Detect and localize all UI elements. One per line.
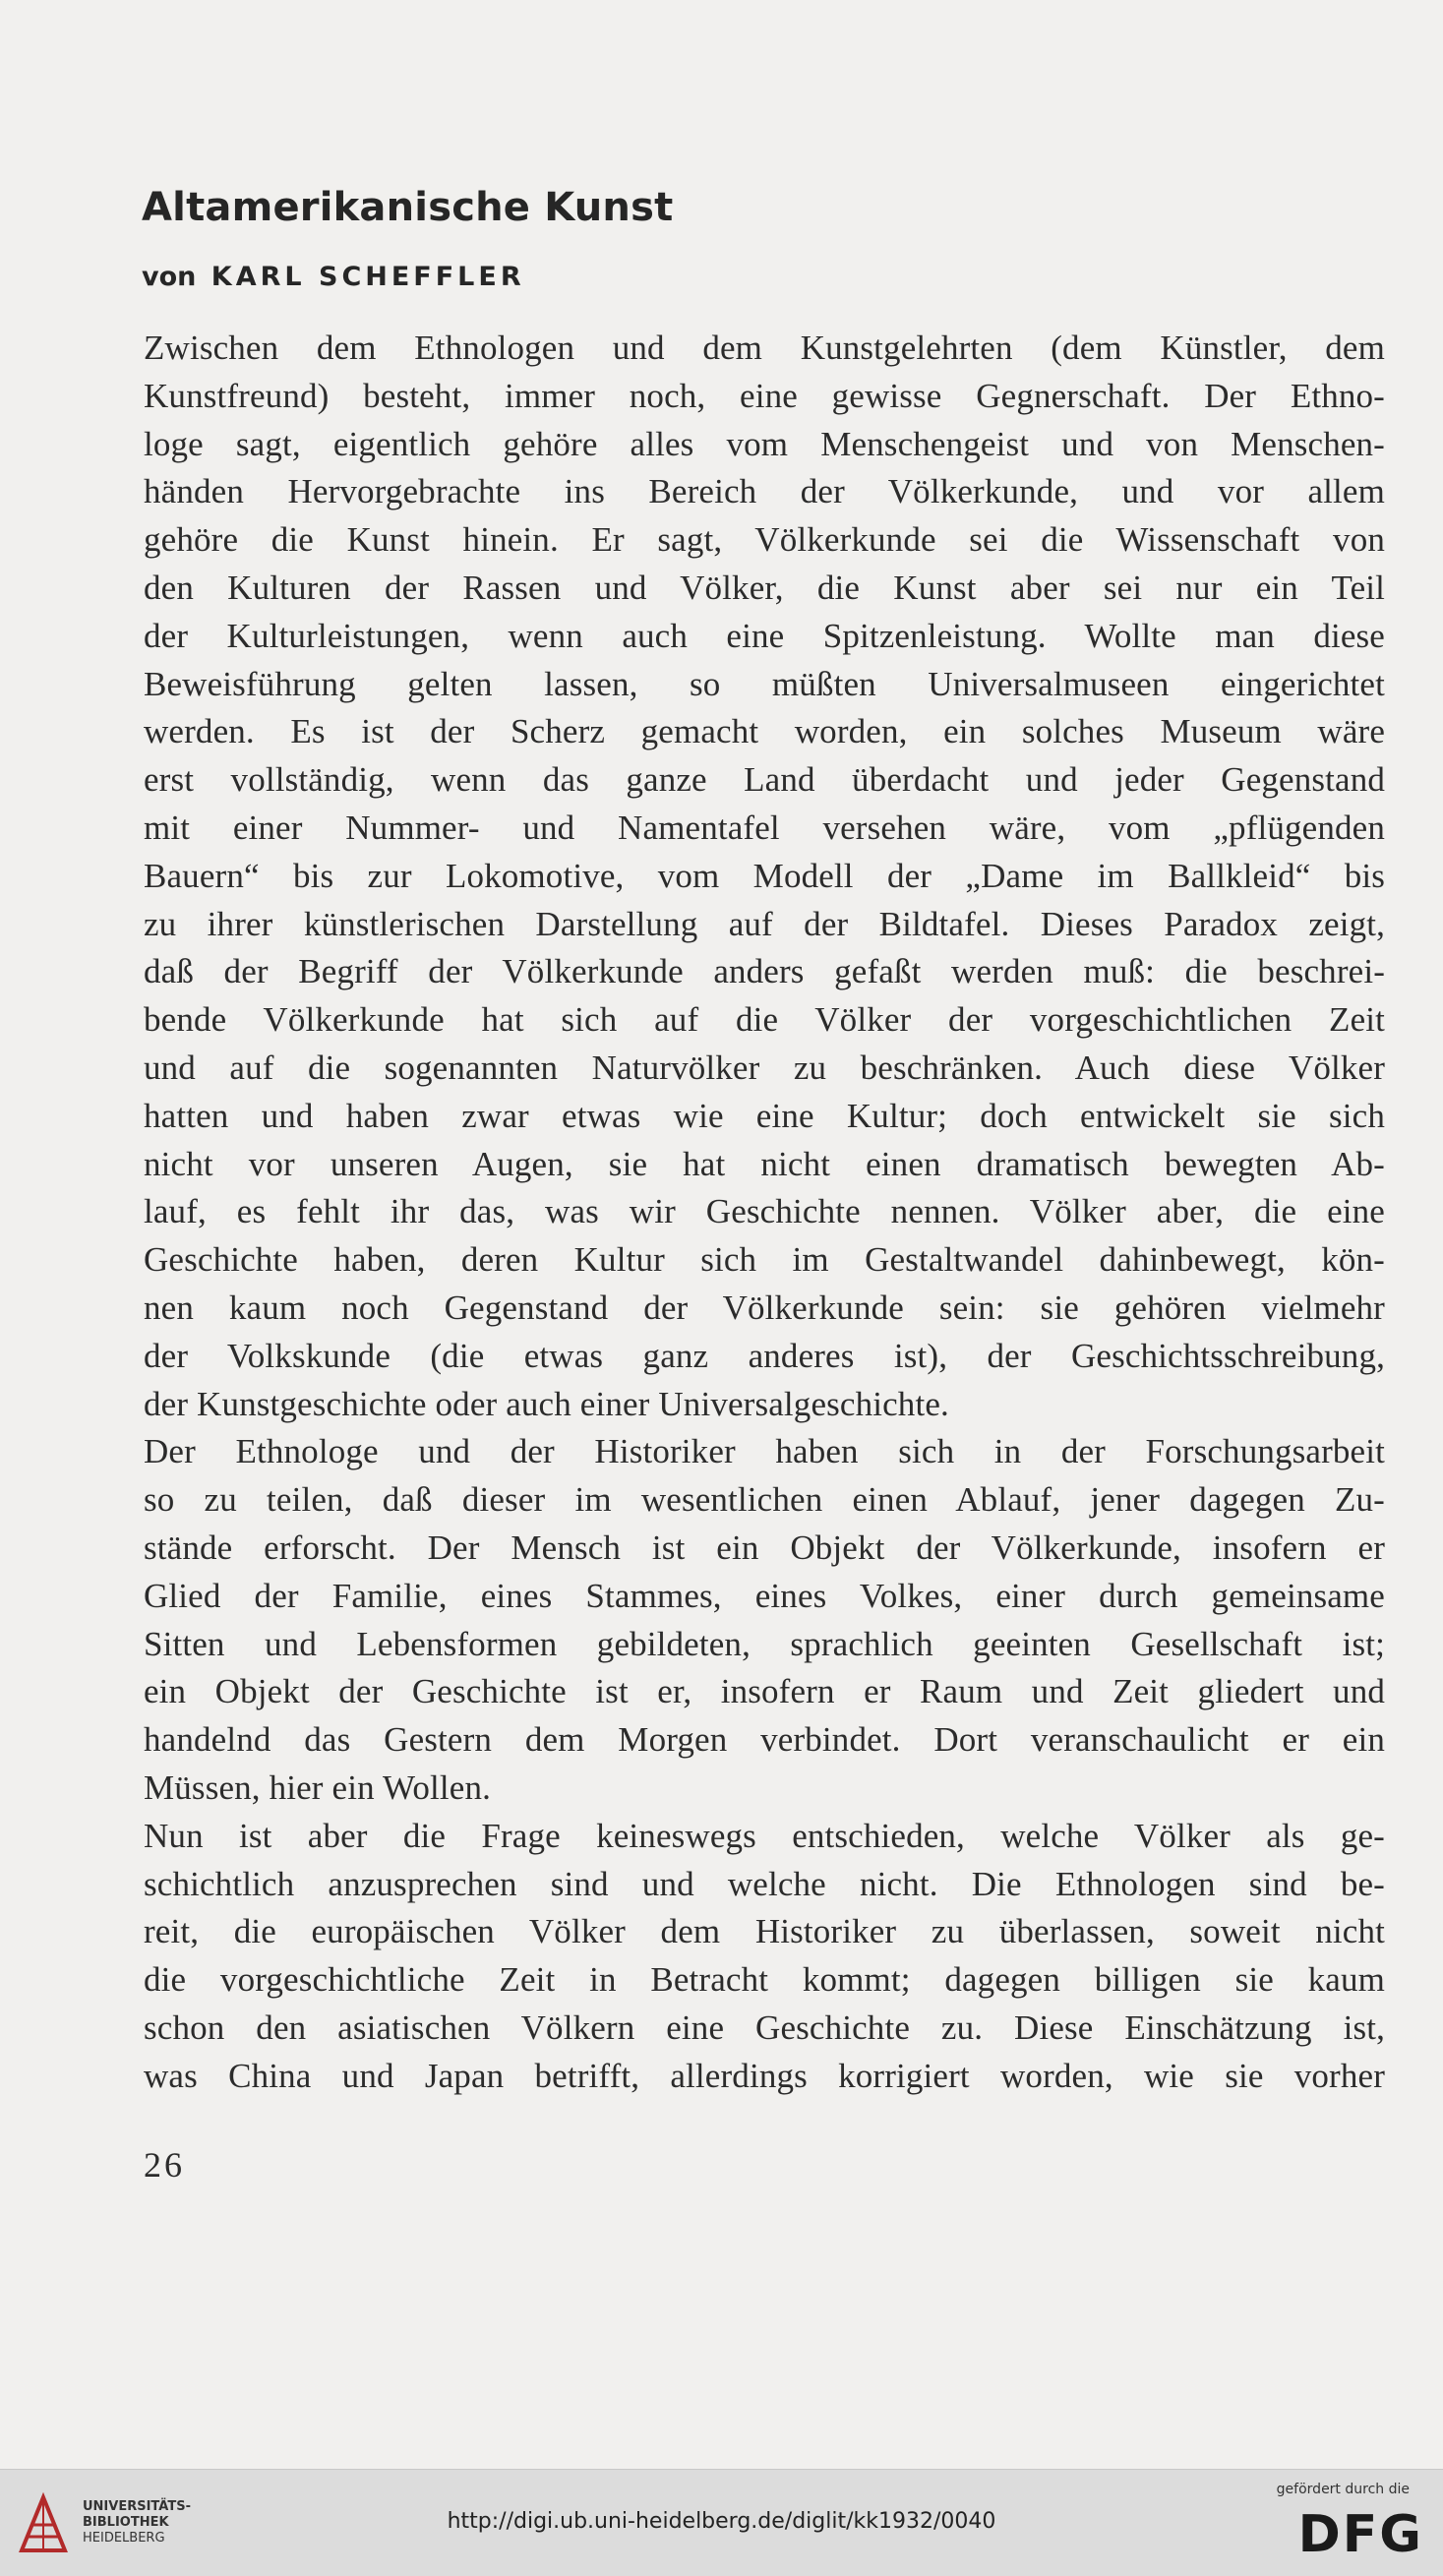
article-body <box>144 325 1385 2100</box>
dfg-logo: DFG <box>1297 2505 1423 2564</box>
text-line: Glied der Familie, eines Stammes, eines Volkes, einer durch gemeinsame <box>144 1576 1385 1615</box>
text-line: werden. Es ist der Scherz gemacht worden, ein solches Museum wäre <box>144 712 1385 751</box>
text-line: nicht vor unseren Augen, sie hat nicht einen dramatisch bewegten Ab- <box>144 1144 1385 1183</box>
text-line: Beweisführung gelten lassen, so müßten Universalmuseen eingerichtet <box>144 664 1385 703</box>
text-line: Bauern“ bis zur Lokomotive, vom Modell der „Dame im Ballkleid“ bis <box>144 856 1385 895</box>
funding-note: gefördert durch die <box>1276 2482 1410 2497</box>
library-name-line2: BIBLIOTHEK <box>83 2515 169 2530</box>
text-line: Geschichte haben, deren Kultur sich im Gestaltwandel dahinbewegt, kön- <box>144 1240 1385 1280</box>
byline-prefix: von <box>142 262 197 292</box>
text-line: zu ihrer künstlerischen Darstellung auf der Bildtafel. Dieses Paradox zeigt, <box>144 904 1385 943</box>
text-line: der Volkskunde (die etwas ganz anderes ist), der Geschichtsschreibung, <box>144 1336 1385 1375</box>
text-line: bende Völkerkunde hat sich auf die Völker der vorgeschichtlichen Zeit <box>144 1000 1385 1040</box>
digitization-footer <box>0 2469 1443 2576</box>
dfg-funding-badge[interactable] <box>1276 2482 1423 2568</box>
text-line: Der Ethnologe und der Historiker haben sich in der Forschungsarbeit <box>144 1432 1385 1471</box>
text-line: reit, die europäischen Völker dem Historiker zu überlassen, soweit nicht <box>144 1912 1385 1951</box>
text-line: hatten und haben zwar etwas wie eine Kultur; doch entwickelt sie sich <box>144 1096 1385 1135</box>
library-name-line1: UNIVERSITÄTS- <box>83 2499 191 2514</box>
text-line: händen Hervorgebrachte ins Bereich der Völkerkunde, und vor allem <box>144 472 1385 511</box>
text-line: so zu teilen, daß dieser im wesentlichen einen Ablauf, jener dagegen Zu- <box>144 1480 1385 1520</box>
article-title: Altamerikanische Kunst <box>142 185 674 230</box>
text-line: mit einer Nummer- und Namentafel versehen wäre, vom „pflügenden <box>144 808 1385 847</box>
text-line: und auf die sogenannten Naturvölker zu beschränken. Auch diese Völker <box>144 1048 1385 1087</box>
text-line: Kunstfreund) besteht, immer noch, eine gewisse Gegnerschaft. Der Ethno- <box>144 376 1385 415</box>
text-line: handelnd das Gestern dem Morgen verbindet. Dort veranschaulicht er ein <box>144 1720 1385 1760</box>
text-line: Zwischen dem Ethnologen und dem Kunstgelehrten (dem Künstler, dem <box>144 329 1385 367</box>
article-byline <box>142 262 525 292</box>
text-line: schon den asiatischen Völkern eine Geschichte zu. Diese Einschätzung ist, <box>144 2007 1385 2047</box>
text-line: erst vollständig, wenn das ganze Land überdacht und jeder Gegenstand <box>144 760 1385 800</box>
text-line: lauf, es fehlt ihr das, was wir Geschichte nennen. Völker aber, die eine <box>144 1192 1385 1231</box>
text-line: daß der Begriff der Völkerkunde anders gefaßt werden muß: die beschrei- <box>144 952 1385 991</box>
text-line: den Kulturen der Rassen und Völker, die Kunst aber sei nur ein Teil <box>144 568 1385 607</box>
text-line: stände erforscht. Der Mensch ist ein Objekt der Völkerkunde, insofern er <box>144 1528 1385 1567</box>
text-line: was China und Japan betrifft, allerdings korrigiert worden, wie sie vorher <box>144 2056 1385 2095</box>
text-line: der Kunstgeschichte oder auch einer Universalgeschichte. <box>144 1384 949 1423</box>
library-name-line3: HEIDELBERG <box>83 2531 165 2546</box>
permalink-url[interactable]: http://digi.ub.uni-heidelberg.de/diglit/kk1932/0040 <box>447 2509 996 2534</box>
page-number: 26 <box>144 2145 185 2185</box>
text-line: Müssen, hier ein Wollen. <box>144 1767 492 1807</box>
text-line: gehöre die Kunst hinein. Er sagt, Völkerkunde sei die Wissenschaft von <box>144 520 1385 560</box>
text-line: der Kulturleistungen, wenn auch eine Spitzenleistung. Wollte man diese <box>144 616 1385 655</box>
text-line: Nun ist aber die Frage keineswegs entschieden, welche Völker als ge- <box>144 1816 1385 1855</box>
text-line: Sitten und Lebensformen gebildeten, sprachlich geeinten Gesellschaft ist; <box>144 1624 1385 1663</box>
text-line: die vorgeschichtliche Zeit in Betracht kommt; dagegen billigen sie kaum <box>144 1960 1385 2000</box>
text-line: ein Objekt der Geschichte ist er, insofern er Raum und Zeit gliedert und <box>144 1672 1385 1711</box>
text-line: nen kaum noch Gegenstand der Völkerkunde sein: sie gehören vielmehr <box>144 1288 1385 1327</box>
text-line: loge sagt, eigentlich gehöre alles vom Menschengeist und von Menschen- <box>144 424 1385 463</box>
text-line: schichtlich anzusprechen sind und welche nicht. Die Ethnologen sind be- <box>144 1864 1385 1903</box>
article-author: KARL SCHEFFLER <box>210 262 525 292</box>
